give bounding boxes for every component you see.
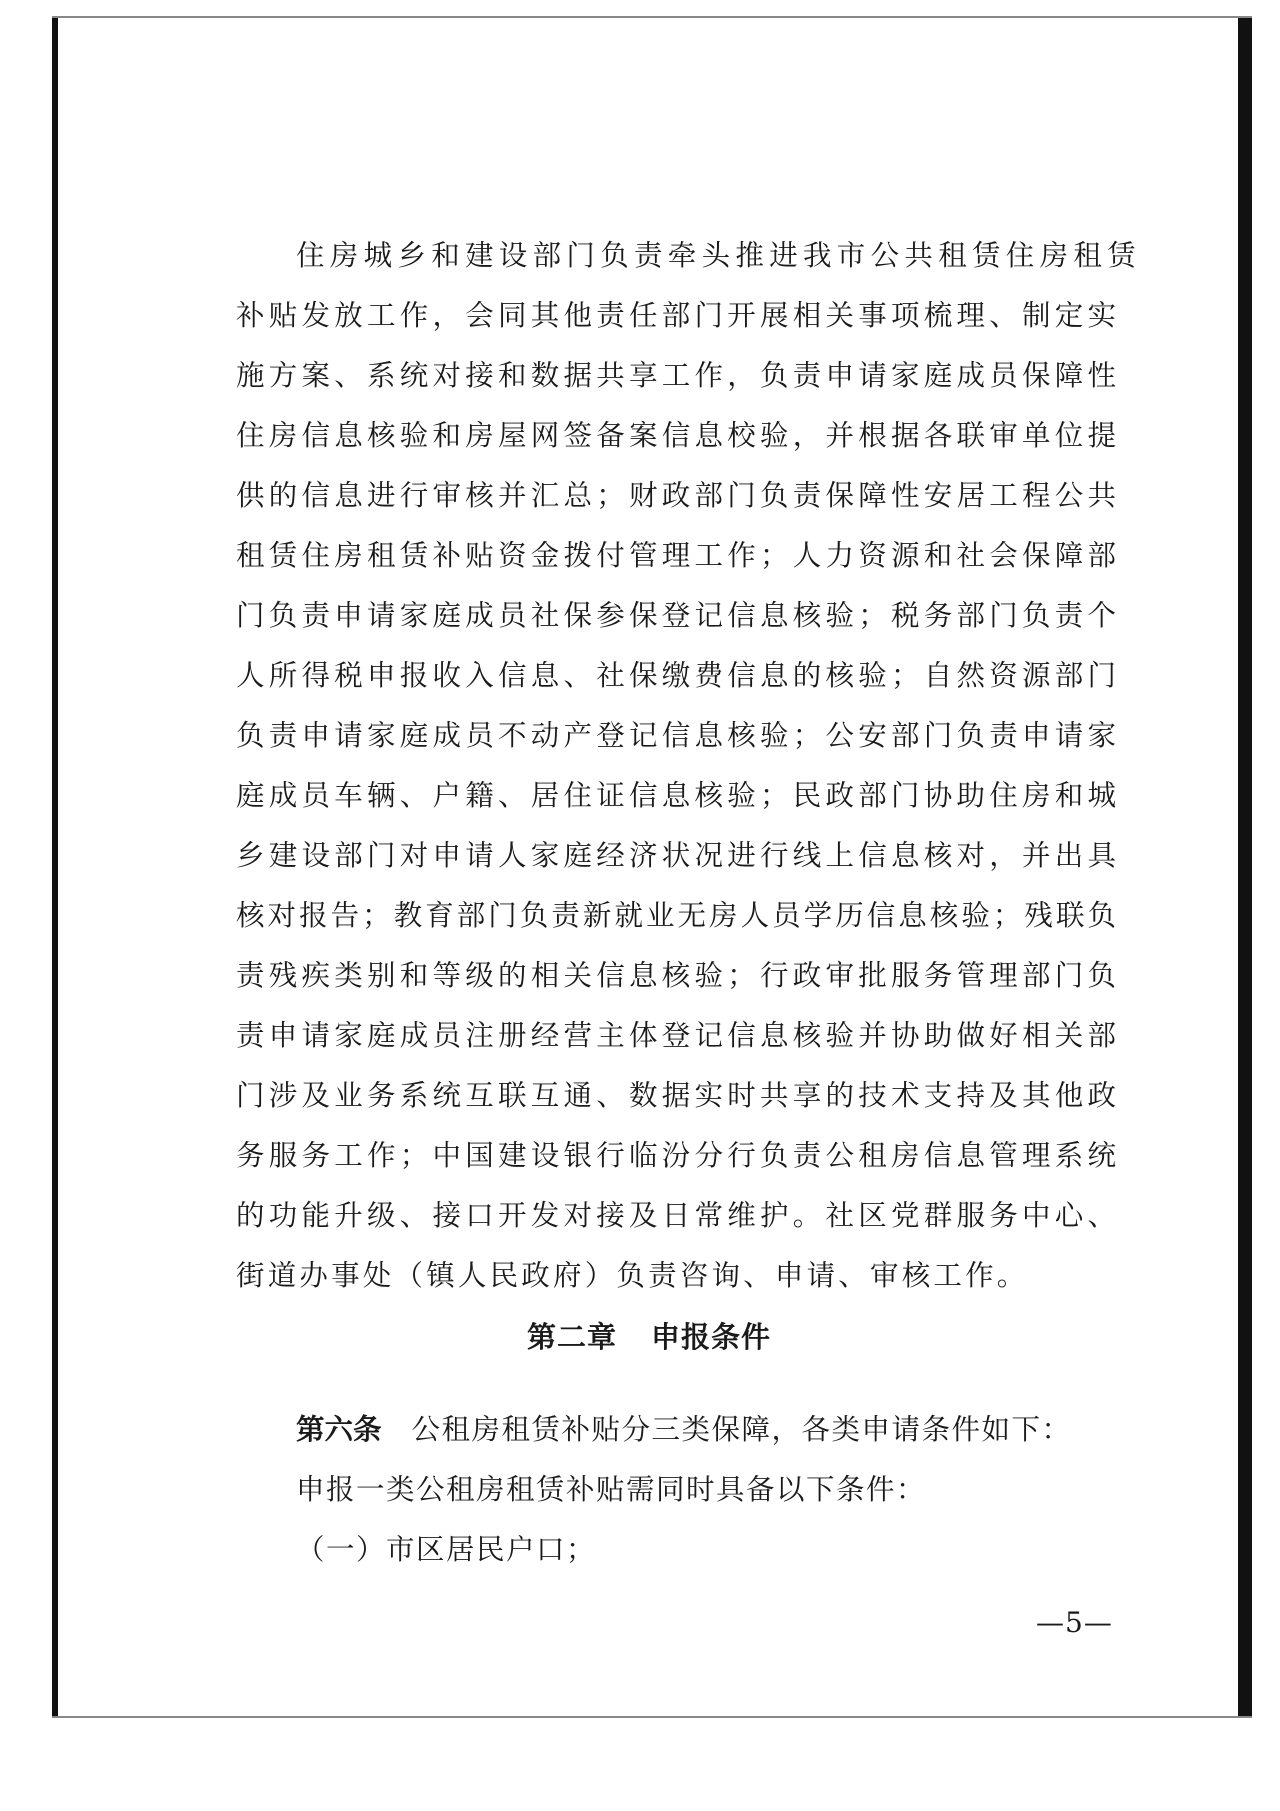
article-text: 申报一类公租房租赁补贴需同时具备以下条件： — [296, 1473, 927, 1506]
page-number: —5— — [1036, 1606, 1113, 1639]
document-page — [60, 18, 1238, 1716]
scan-edge-right — [1238, 18, 1252, 1718]
paragraph-line: 街道办事处（镇人民政府）负责咨询、申请、审核工作。 — [236, 1259, 1029, 1292]
chapter-heading — [60, 1315, 1238, 1356]
paragraph-line: 庭成员车辆、户籍、居住证信息核验；民政部门协助住房和城 — [236, 779, 1116, 812]
paragraph-line: 人所得税申报收入信息、社保缴费信息的核验；自然资源部门 — [236, 659, 1116, 692]
chapter-title: 申报条件 — [651, 1320, 772, 1354]
paragraph-line: 门涉及业务系统互联互通、数据实时共享的技术支持及其他政 — [236, 1079, 1116, 1112]
body-paragraph — [236, 226, 1142, 1306]
chapter-number: 第二章 — [526, 1320, 617, 1354]
paragraph-line: 核对报告；教育部门负责新就业无房人员学历信息核验；残联负 — [236, 899, 1116, 932]
paragraph-line: 负责申请家庭成员不动产登记信息核验；公安部门负责申请家 — [236, 719, 1116, 752]
paragraph-line: 务服务工作；中国建设银行临汾分行负责公租房信息管理系统 — [236, 1139, 1116, 1172]
paragraph-line: 施方案、系统对接和数据共享工作，负责申请家庭成员保障性 — [236, 359, 1116, 392]
paragraph-line: 补贴发放工作，会同其他责任部门开展相关事项梳理、制定实 — [236, 299, 1116, 332]
paragraph-line: 供的信息进行审核并汇总；财政部门负责保障性安居工程公共 — [236, 479, 1116, 512]
paragraph-line: 责申请家庭成员注册经营主体登记信息核验并协助做好相关部 — [236, 1019, 1116, 1052]
article-line — [236, 1460, 1116, 1520]
article-six — [236, 1400, 1116, 1580]
paragraph-line: 租赁住房租赁补贴资金拨付管理工作；人力资源和社会保障部 — [236, 539, 1116, 572]
paragraph-line: 乡建设部门对申请人家庭经济状况进行线上信息核对，并出具 — [236, 839, 1116, 872]
paragraph-line: 责残疾类别和等级的相关信息核验；行政审批服务管理部门负 — [236, 959, 1116, 992]
scan-edge-bottom — [52, 1716, 1252, 1718]
article-label: 第六条 — [296, 1413, 382, 1446]
scan-edge-left — [52, 16, 58, 1716]
paragraph-line: 的功能升级、接口开发对接及日常维护。社区党群服务中心、 — [236, 1199, 1116, 1232]
paragraph-line: 门负责申请家庭成员社保参保登记信息核验；税务部门负责个 — [236, 599, 1116, 632]
article-text: （一）市区居民户口； — [296, 1533, 597, 1566]
paragraph-line: 住房信息核验和房屋网签备案信息校验，并根据各联审单位提 — [236, 419, 1116, 452]
article-line — [236, 1520, 1116, 1580]
paragraph-line: 住房城乡和建设部门负责牵头推进我市公共租赁住房租赁 — [296, 239, 1142, 272]
article-line — [236, 1400, 1116, 1460]
article-text: 公租房租赁补贴分三类保障，各类申请条件如下： — [411, 1413, 1072, 1446]
